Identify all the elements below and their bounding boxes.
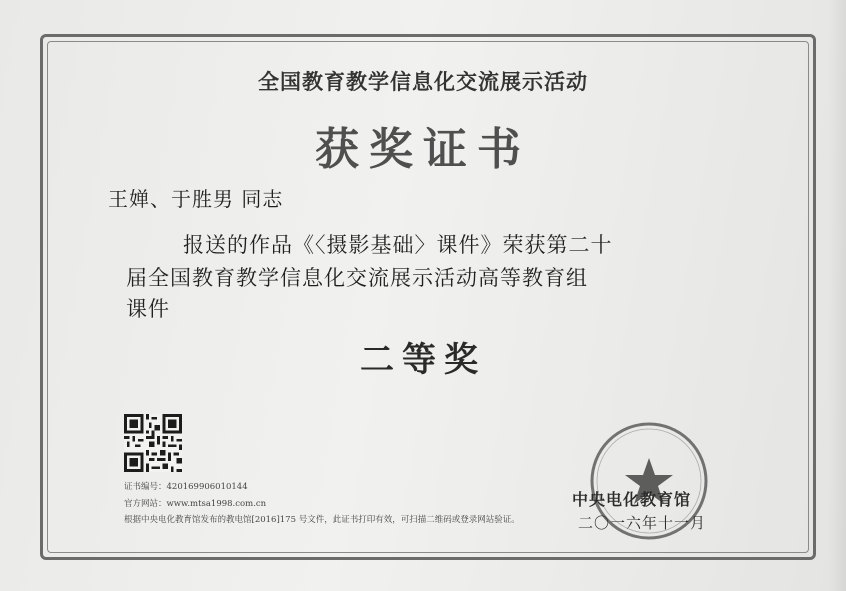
certificate-number: 证书编号：420169906010144 <box>124 482 248 492</box>
award-text-line-3: 课件 <box>126 297 170 321</box>
issuing-authority: 中央电化教育馆 <box>572 490 692 509</box>
qr-code-icon <box>124 414 182 472</box>
award-text-line-2: 届全国教育教学信息化交流展示活动高等教育组 <box>126 266 588 290</box>
issue-date: 二〇一六年十一月 <box>578 514 707 532</box>
certificate-title: 获奖证书 <box>315 124 531 175</box>
award-level: 二等奖 <box>360 340 486 380</box>
recipient-name: 王婵、于胜男 同志 <box>108 187 284 211</box>
organization-title: 全国教育教学信息化交流展示活动 <box>258 70 588 94</box>
award-text-line-1: 报送的作品《〈摄影基础〉课件》荣获第二十 <box>183 233 613 257</box>
verification-notice: 根据中央电化教育馆发布的教电馆[2016]175 号文件，此证书打印有效，可扫描二维码或登录网站验证。 <box>124 515 520 525</box>
official-website: 官方网站：www.mtsa1998.com.cn <box>124 499 267 509</box>
